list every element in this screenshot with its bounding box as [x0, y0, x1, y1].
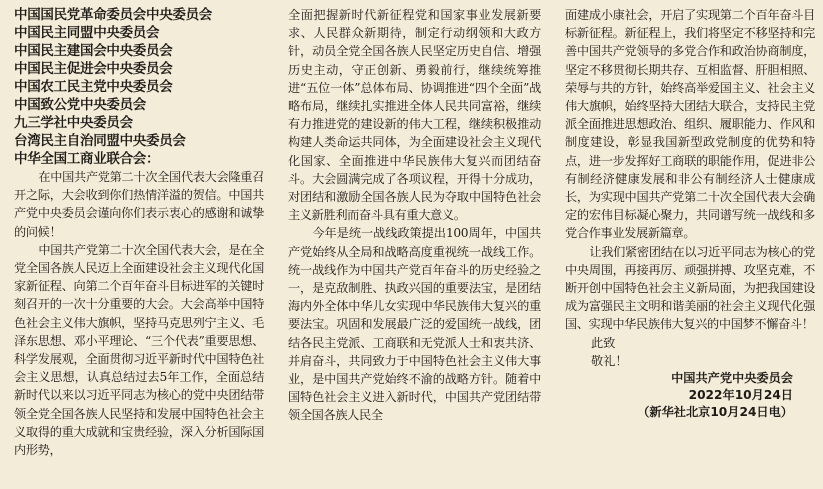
- addressee-line: 台湾民主自治同盟中央委员会: [14, 133, 186, 149]
- addressee-line: 中国国民党革命委员会中央委员会: [14, 7, 212, 23]
- paragraph-united-front-part2: 面建成小康社会，开启了实现第二个百年奋斗目标新征程。新征程上，我们将坚定不移坚持和完善中国共产党领导的多党合作和政治协商制度，坚定不移贯彻长期共存、互相监督、肝胆相照、荣辱与共的方针，始终高举爱国主义、社会主义伟大旗帜，始终坚持大团结大联合，支持民主党派全面推进思想政治、组织、履职能力、作风和制度建设，彰显我国新型政党制度的优势和特点，进一步发挥好工商联的职能作用，促进非公有制经济健康发展和非公有制经济人士健康成长，为实现中国共产党第二十次全国代表大会确定的宏伟目标凝心聚力，共同谱写统一战线和多党合作事业发展新篇章。: [565, 8, 815, 241]
- column-3: [565, 6, 815, 421]
- addressee-line: 中国致公党中央委员会: [14, 97, 146, 113]
- addressee-block: [14, 6, 264, 168]
- addressee-line: 中国民主促进会中央委员会: [14, 61, 173, 77]
- paragraph-congress-part1: 中国共产党第二十次全国代表大会，是在全党全国各族人民迈上全面建设社会主义现代化国家新征程、向第二个百年奋斗目标进军的关键时刻召开的一次十分重要的大会。大会高举中国特色社会主义伟大旗帜，坚持马克思列宁主义、毛泽东思想、邓小平理论、“三个代表”重要思想、科学发展观，全面贯彻习近平新时代中国特色社会主义思想，认真总结过去5年工作，全面总结新时代以来以习近平同志为核心的党中央团结带领全党全国各族人民坚持和发展中国特色社会主义取得的重大成就和宝贵经验，深入分析国际国内形势，: [14, 242, 264, 458]
- paragraph-thanks: 在中国共产党第二十次全国代表大会隆重召开之际，大会收到你们热情洋溢的贺信。中国共产党中央委员会谨向你们表示衷心的感谢和诚挚的问候！: [14, 170, 264, 239]
- addressee-line: 中国农工民主党中央委员会: [14, 79, 173, 95]
- paragraph-closing: 让我们紧密团结在以习近平同志为核心的党中央周围，再接再厉、顽强拼搏、攻坚克难，不断开创中国特色社会主义新局面，为把我国建设成为富强民主文明和谐美丽的社会主义现代化强国、实现中华民族伟大复兴的中国梦不懈奋斗！: [565, 244, 815, 332]
- addressee-line: 中华全国工商业联合会：: [14, 151, 160, 167]
- signoff-jing-li: 敬礼！: [591, 353, 628, 368]
- column-2: [288, 6, 541, 425]
- signature-source: （新华社北京10月24日电）: [637, 405, 793, 420]
- addressee-line: 九三学社中央委员会: [14, 115, 133, 131]
- paragraph-congress-part2: 全面把握新时代新征程党和国家事业发展新要求、人民群众新期待，制定行动纲领和大政方针，动员全党全国各族人民坚定历史自信、增强历史主动，守正创新、勇毅前行，继续统筹推进“五位一体”总体布局、协调推进“四个全面”战略布局，继续扎实推进全体人民共同富裕，继续有力推进党的建设新的伟大工程，继续积极推动构建人类命运共同体，为全面建设社会主义现代化国家、全面推进中华民族伟大复兴而团结奋斗。大会圆满完成了各项议程，开得十分成功，对团结和激励全国各族人民为夺取中国特色社会主义新胜利而奋斗具有重大意义。: [288, 8, 541, 223]
- paragraph-united-front-part1: 今年是统一战线政策提出100周年，中国共产党始终从全局和战略高度重视统一战线工作。统一战线作为中国共产党百年奋斗的历史经验之一，是克敌制胜、执政兴国的重要法宝，是团结海内外全体中华儿女实现中华民族伟大复兴的重要法宝。巩固和发展最广泛的爱国统一战线，团结各民主党派、工商联和无党派人士和衷共济、并肩奋斗，共同致力于中国特色社会主义伟大事业，是中国共产党始终不渝的战略方针。随着中国特色社会主义进入新时代，中国共产党团结带领全国各族人民全: [288, 226, 541, 423]
- signature-org: 中国共产党中央委员会: [671, 371, 793, 386]
- addressee-line: 中国民主建国会中央委员会: [14, 43, 173, 59]
- signoff-ci-zhi: 此致: [591, 335, 616, 350]
- signature-date: 2022年10月24日: [688, 388, 793, 403]
- addressee-line: 中国民主同盟中央委员会: [14, 25, 160, 41]
- column-1: [14, 6, 264, 459]
